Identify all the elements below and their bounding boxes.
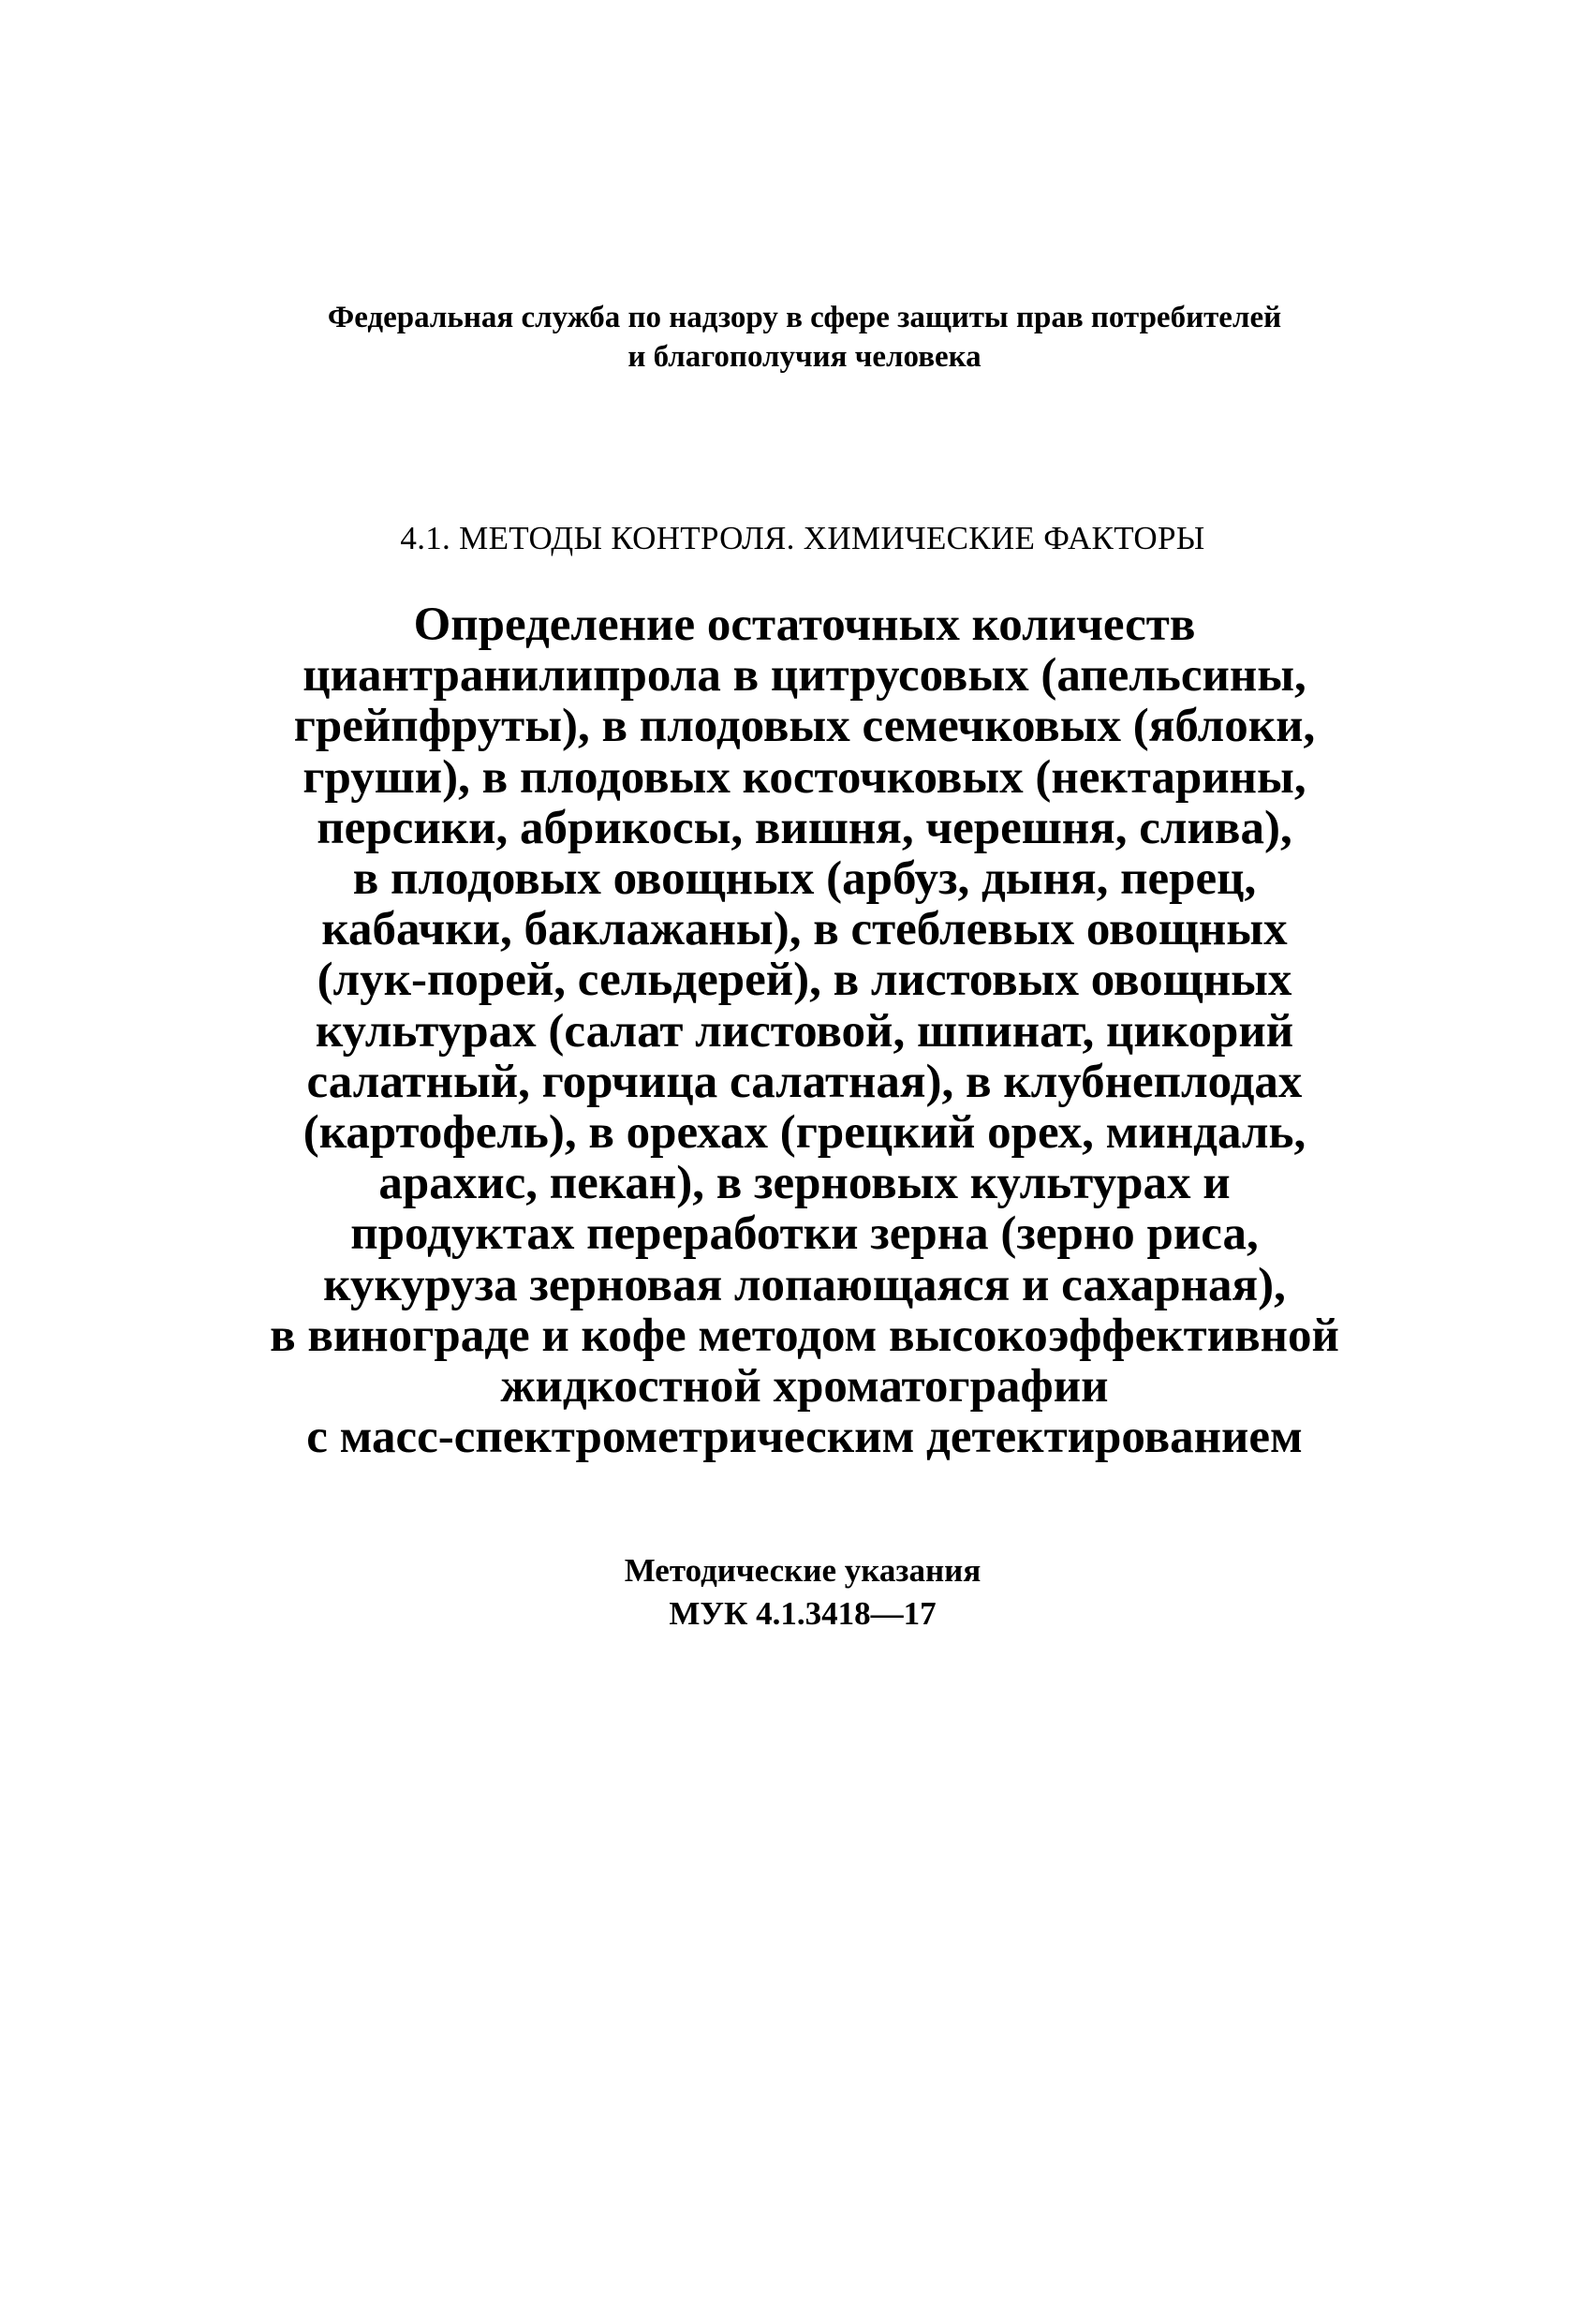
- agency-line-2: и благополучия человека: [627, 340, 981, 374]
- title-line-6: в плодовых овощных (арбуз, дыня, перец,: [352, 852, 1257, 906]
- title-line-4: груши), в плодовых косточковых (нектарины,: [303, 750, 1306, 804]
- document-designation: [6, 1549, 1594, 1636]
- title-line-10: салатный, горчица салатная), в клубнеплодах: [306, 1055, 1303, 1108]
- agency-line-1: Федеральная служба по надзору в сфере защиты прав потребителей: [327, 301, 1282, 334]
- title-line-17: с масс-спектрометрическим детектированием: [306, 1411, 1303, 1464]
- title-line-3: грейпфруты), в плодовых семечковых (яблоки,: [293, 700, 1316, 753]
- document-type: Методические указания: [624, 1552, 981, 1589]
- title-line-2: циантранилипрола в цитрусовых (апельсины,: [303, 649, 1306, 703]
- title-line-8: (лук-порей, сельдерей), в листовых овощных: [317, 954, 1292, 1007]
- series-label: 4.1. МЕТОДЫ КОНТРОЛЯ. ХИМИЧЕСКИЕ ФАКТОРЫ: [400, 520, 1205, 556]
- document-title: [7, 600, 1594, 1462]
- title-line-12: арахис, пекан), в зерновых культурах и: [378, 1157, 1231, 1210]
- title-line-7: кабачки, баклажаны), в стеблевых овощных: [321, 903, 1288, 956]
- document-number: МУК 4.1.3418—17: [669, 1595, 937, 1632]
- title-line-13: продуктах переработки зерна (зерно риса,: [350, 1207, 1259, 1261]
- series-heading: [6, 518, 1594, 559]
- agency-header: [7, 298, 1594, 377]
- title-line-15: в винограде и кофе методом высокоэффективной: [270, 1309, 1339, 1362]
- title-line-16: жидкостной хроматографии: [500, 1360, 1109, 1414]
- title-line-1: Определение остаточных количеств: [413, 599, 1196, 651]
- title-line-5: персики, абрикосы, вишня, черешня, слива),: [317, 801, 1292, 854]
- title-line-11: (картофель), в орехах (грецкий орех, миндаль,: [303, 1106, 1306, 1160]
- title-line-14: кукуруза зерновая лопающаяся и сахарная),: [323, 1258, 1286, 1311]
- title-line-9: культурах (салат листовой, шпинат, цикорий: [315, 1004, 1294, 1058]
